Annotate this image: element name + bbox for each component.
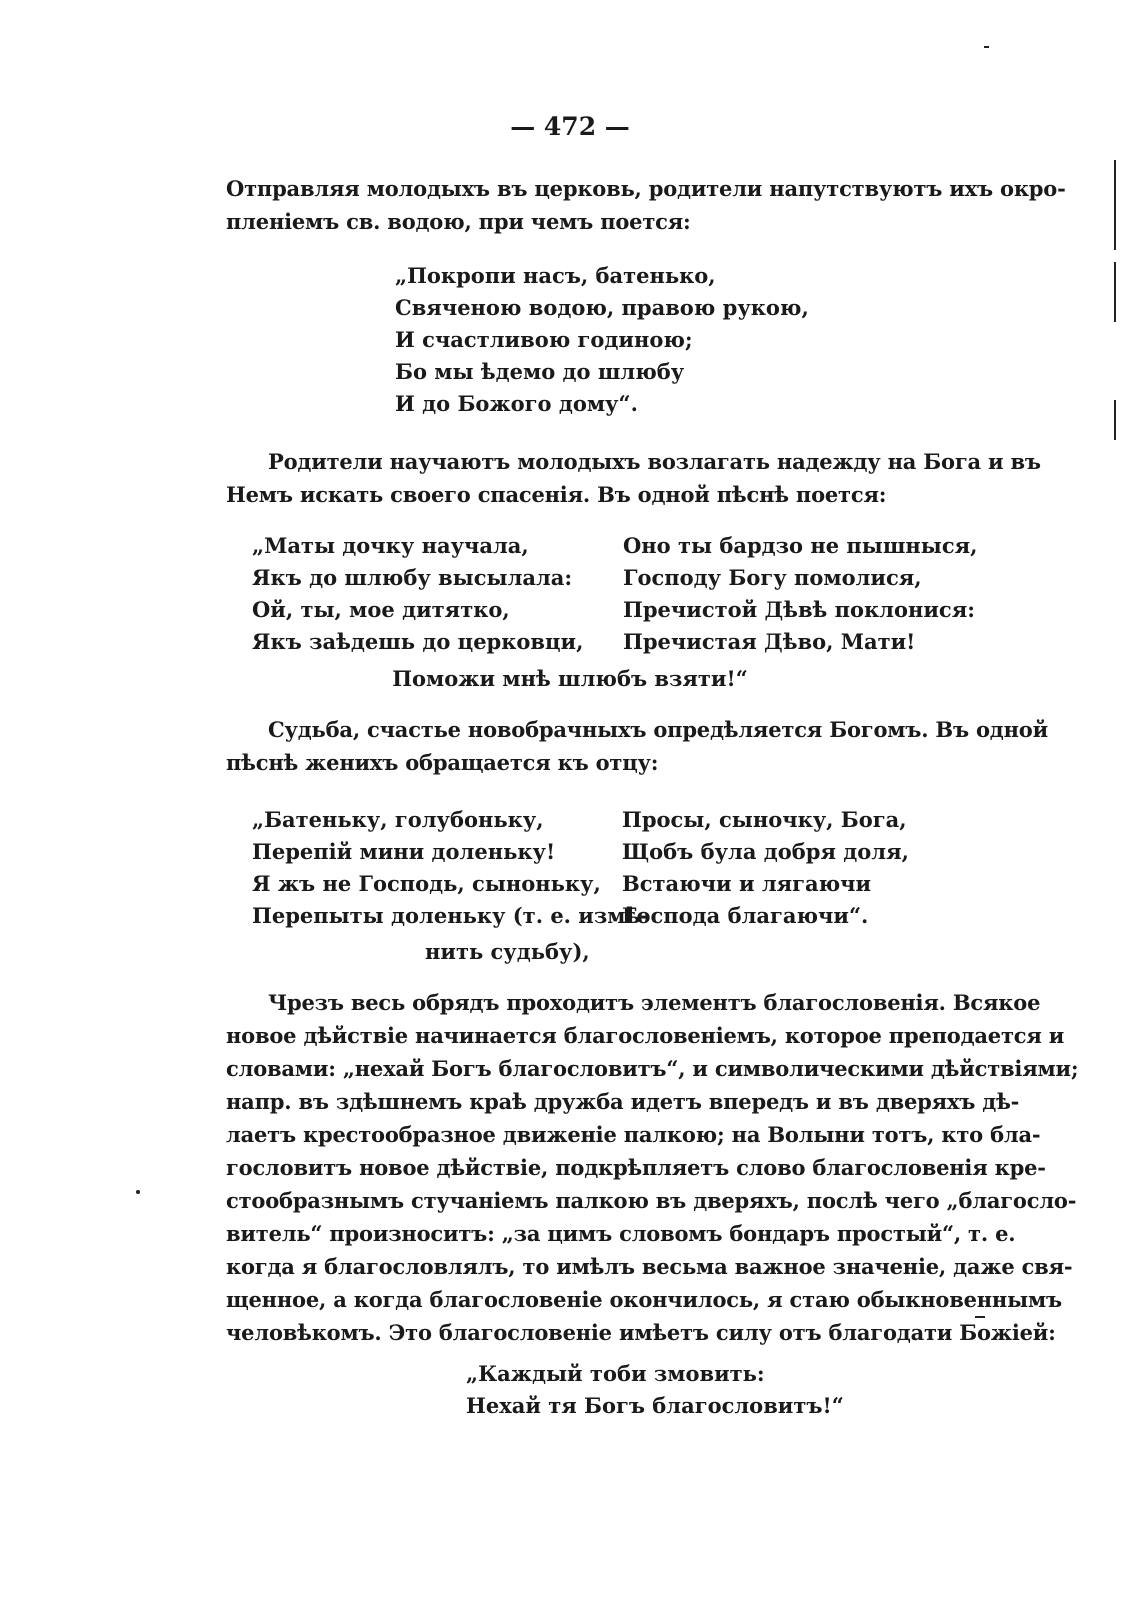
verse-line: Просы, сыночку, Бога, (622, 807, 907, 832)
verse-4 (466, 1358, 844, 1422)
verse-line: Свяченою водою, правою рукою, (395, 295, 809, 320)
text-line: Родители научаютъ молодыхъ возлагать надежду на Бога и въ (268, 449, 1041, 474)
verse-2-right (623, 530, 977, 658)
scan-mark (975, 1316, 985, 1318)
text-line: витель“ произноситъ: „за цимъ словомъ бондаръ простый“, т. е. (226, 1221, 1016, 1246)
scan-mark (136, 1190, 140, 1194)
paragraph-4 (226, 986, 1079, 1349)
scan-mark (1114, 160, 1116, 250)
verse-line: Бо мы ѣдемо до шлюбу (395, 359, 685, 384)
text-line: пѣснѣ женихъ обращается къ отцу: (226, 750, 659, 775)
text-line: стообразнымъ стучаніемъ палкою въ дверяхъ, послѣ чего „благосло- (226, 1188, 1077, 1213)
scan-mark (1114, 400, 1116, 440)
verse-line: Щобъ була добря доля, (622, 839, 909, 864)
paragraph-3 (226, 713, 1048, 779)
verse-2-left (252, 530, 583, 658)
verse-3-closing: нить судьбу), (425, 939, 590, 964)
verse-1 (395, 260, 809, 420)
text-line: Отправляя молодыхъ въ церковь, родители напутствуютъ ихъ окро- (226, 176, 1066, 201)
paragraph-2 (226, 445, 1041, 511)
text-line: словами: „нехай Богъ благословитъ“, и символическими дѣйствіями; (226, 1056, 1079, 1081)
verse-line: И до Божого дому“. (395, 391, 638, 416)
text-line: человѣкомъ. Это благословеніе имѣетъ силу отъ благодати Божіей: (226, 1320, 1056, 1345)
verse-line: Господу Богу помолися, (623, 565, 922, 590)
text-line: Чрезъ весь обрядъ проходитъ элементъ благословенія. Всякое (268, 990, 1041, 1015)
text-line: щенное, а когда благословеніе окончилось, я стаю обыкновеннымъ (226, 1287, 1062, 1312)
verse-2-closing: Поможи мнѣ шлюбъ взяти!“ (392, 666, 748, 691)
verse-line: „Каждый тоби змовить: (466, 1361, 765, 1386)
scan-mark (984, 46, 989, 48)
verse-3-left (252, 804, 649, 932)
verse-line: Господа благаючи“. (622, 903, 869, 928)
text-line: лаетъ крестообразное движеніе палкою; на Волыни тотъ, кто бла- (226, 1122, 1041, 1147)
scan-mark (1114, 262, 1116, 322)
verse-line: Перепій мини доленьку! (252, 839, 556, 864)
text-line: напр. въ здѣшнемъ краѣ дружба идетъ впередъ и въ дверяхъ дѣ- (226, 1089, 1020, 1114)
text-line: пленіемъ св. водою, при чемъ поется: (226, 209, 691, 234)
page-number: — 472 — (510, 112, 630, 141)
text-line: новое дѣйствіе начинается благословеніемъ, которое преподается и (226, 1023, 1065, 1048)
verse-3-right (622, 804, 909, 932)
verse-line: Нехай тя Богъ благословитъ!“ (466, 1393, 844, 1418)
verse-line: Я жъ не Господь, сыноньку, (252, 871, 601, 896)
verse-line: Пречистой Дѣвѣ поклонися: (623, 597, 975, 622)
verse-line: Пречистая Дѣво, Мати! (623, 629, 916, 654)
verse-line: „Покропи насъ, батенько, (395, 263, 716, 288)
verse-line: Перепыты доленьку (т. е. измѣ- (252, 903, 650, 928)
verse-line: И счастливою годиною; (395, 327, 693, 352)
verse-line: Якъ до шлюбу высылала: (252, 565, 573, 590)
text-line: когда я благословлялъ, то имѣлъ весьма важное значеніе, даже свя- (226, 1254, 1073, 1279)
verse-line: „Маты дочку научала, (252, 533, 529, 558)
text-line: гословитъ новое дѣйствіе, подкрѣпляетъ слово благословенія кре- (226, 1155, 1046, 1180)
verse-line: Ой, ты, мое дитятко, (252, 597, 510, 622)
text-line: Судьба, счастье новобрачныхъ опредѣляется Богомъ. Въ одной (268, 717, 1048, 742)
verse-line: Встаючи и лягаючи (622, 871, 872, 896)
verse-line: „Батеньку, голубоньку, (252, 807, 544, 832)
verse-line: Оно ты бардзо не пышныся, (623, 533, 978, 558)
paragraph-1 (226, 172, 1066, 238)
verse-line: Якъ заѣдешь до церковци, (252, 629, 584, 654)
text-line: Немъ искать своего спасенія. Въ одной пѣснѣ поется: (226, 482, 887, 507)
